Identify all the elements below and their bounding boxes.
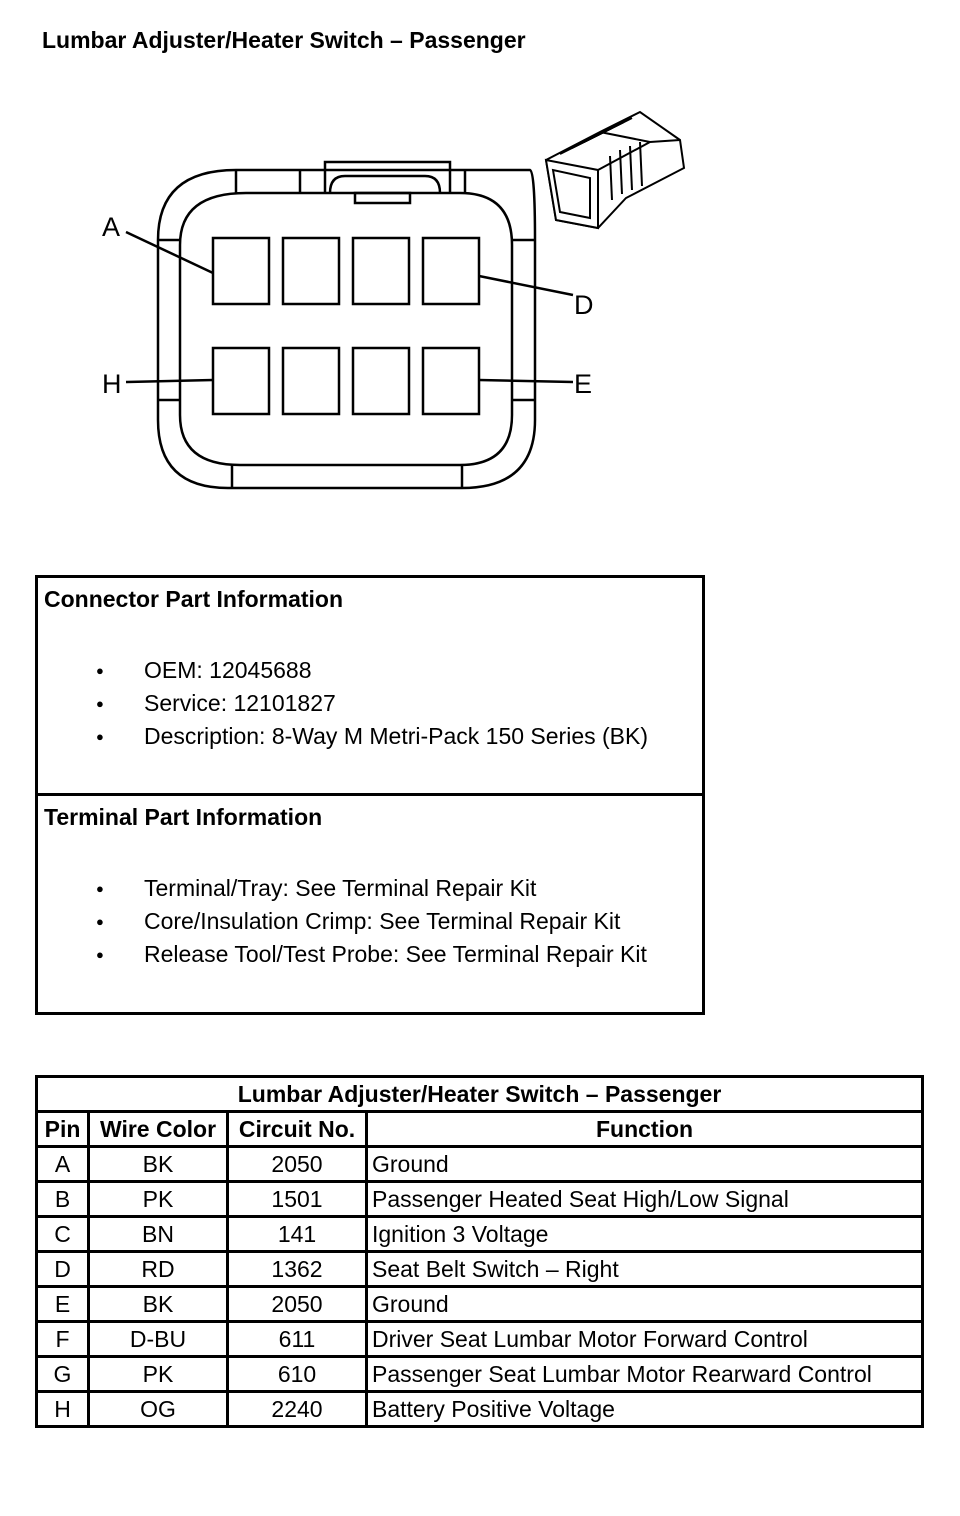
circuit-cell: 610 [228,1357,367,1392]
pin-cell: C [37,1217,89,1252]
list-item: ● Core/Insulation Crimp: See Terminal Repair Kit [44,905,702,938]
table-row [37,1287,923,1322]
pin-cell: G [37,1357,89,1392]
pin-label-a: A [102,212,121,242]
pin-cavity [213,238,269,304]
wire-color-cell: PK [89,1357,228,1392]
circuit-cell: 141 [228,1217,367,1252]
list-item: ● Terminal/Tray: See Terminal Repair Kit [44,872,702,905]
page-title: Lumbar Adjuster/Heater Switch – Passenger [42,27,526,53]
circuit-cell: 1501 [228,1182,367,1217]
circuit-cell: 2050 [228,1147,367,1182]
terminal-part-info [38,796,702,1015]
circuit-cell: 611 [228,1322,367,1357]
circuit-cell: 2050 [228,1287,367,1322]
column-header: Circuit No. [228,1112,367,1147]
pin-cavity [213,348,269,414]
wire-color-cell: RD [89,1252,228,1287]
function-cell: Seat Belt Switch – Right [367,1252,923,1287]
function-cell: Passenger Heated Seat High/Low Signal [367,1182,923,1217]
list-item: ● Release Tool/Test Probe: See Terminal Repair Kit [44,938,702,971]
table-title-row [37,1077,923,1112]
table-row [37,1252,923,1287]
terminal-info-list [44,872,702,971]
column-header: Pin [37,1112,89,1147]
connector-info-heading: Connector Part Information [44,586,344,612]
pin-cell: H [37,1392,89,1427]
pin-cavity [353,238,409,304]
pin-cavity [283,348,339,414]
terminal-info-heading: Terminal Part Information [44,804,323,830]
connector-housing [158,170,535,488]
column-header: Wire Color [89,1112,228,1147]
pin-label-e: E [574,369,593,399]
connector-part-info [38,578,702,796]
pin-cavity [423,348,479,414]
pin-cavity [353,348,409,414]
function-cell: Passenger Seat Lumbar Motor Rearward Control [367,1357,923,1392]
connector-illustration [546,112,684,228]
table-row [37,1147,923,1182]
table-row [37,1357,923,1392]
table-row [37,1392,923,1427]
function-cell: Ground [367,1147,923,1182]
function-cell: Battery Positive Voltage [367,1392,923,1427]
wire-color-cell: BN [89,1217,228,1252]
pin-label-h: H [102,369,122,399]
function-cell: Ignition 3 Voltage [367,1217,923,1252]
function-cell: Ground [367,1287,923,1322]
function-cell: Driver Seat Lumbar Motor Forward Control [367,1322,923,1357]
wire-color-cell: OG [89,1392,228,1427]
pin-label-d: D [574,290,594,320]
pin-cell: B [37,1182,89,1217]
pin-cell: A [37,1147,89,1182]
circuit-cell: 2240 [228,1392,367,1427]
pin-cell: E [37,1287,89,1322]
wire-color-cell: D-BU [89,1322,228,1357]
table-row [37,1322,923,1357]
wire-color-cell: BK [89,1147,228,1182]
table-row [37,1217,923,1252]
part-info-box [35,575,705,1015]
connector-info-list [44,654,702,753]
connector-inner-wall [180,193,512,465]
pin-cell: F [37,1322,89,1357]
pin-cavity [283,238,339,304]
table-title: Lumbar Adjuster/Heater Switch – Passenger [37,1077,923,1112]
pin-cell: D [37,1252,89,1287]
pin-cavity [423,238,479,304]
connector-diagram [0,0,960,540]
pin-table [35,1075,924,1428]
column-header: Function [367,1112,923,1147]
table-row [37,1182,923,1217]
list-item: ● Service: 12101827 [44,687,702,720]
list-item: ● Description: 8-Way M Metri-Pack 150 Series (BK) [44,720,702,753]
list-item: ● OEM: 12045688 [44,654,702,687]
wire-color-cell: PK [89,1182,228,1217]
wire-color-cell: BK [89,1287,228,1322]
table-header-row [37,1112,923,1147]
circuit-cell: 1362 [228,1252,367,1287]
